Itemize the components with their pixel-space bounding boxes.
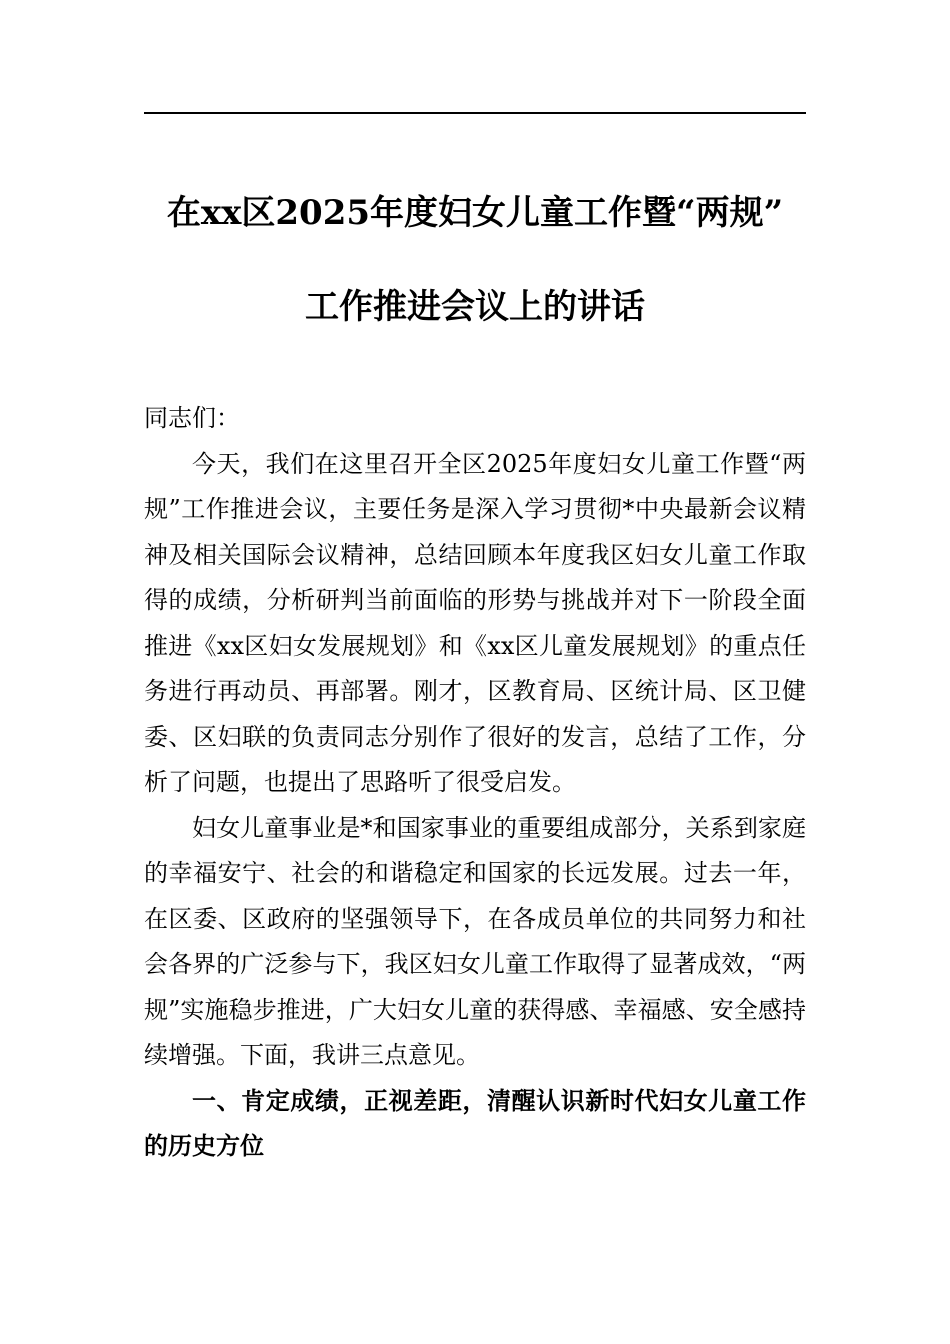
header-rule — [144, 112, 806, 114]
salutation: 同志们： — [144, 404, 240, 432]
section-heading-1: 一、肯定成绩，正视差距，清醒认识新时代妇女儿童工作的历史方位 — [144, 1086, 806, 1160]
title-line-1: 在xx区2025年度妇女儿童工作暨“两规” — [166, 193, 784, 233]
paragraph-2: 妇女儿童事业是*和国家事业的重要组成部分，关系到家庭的幸福安宁、社会的和谐稳定和国家的长远发展。过去一年，在区委、区政府的坚强领导下，在各成员单位的共同努力和社会各界的广泛参与下，我区妇女儿童工作取得了显著成效，“两规”实施稳步推进，广大妇女儿童的获得感、幸福感、安全感持续增强。下面，我讲三点意见。 — [144, 813, 806, 1069]
document-title — [144, 166, 806, 354]
paragraph-1: 今天，我们在这里召开全区2025年度妇女儿童工作暨“两规”工作推进会议，主要任务是深入学习贯彻*中央最新会议精神及相关国际会议精神，总结回顾本年度我区妇女儿童工作取得的成绩，分析研判当前面临的形势与挑战并对下一阶段全面推进《xx区妇女发展规划》和《xx区儿童发展规划》的重点任务进行再动员、再部署。刚才，区教育局、区统计局、区卫健委、区妇联的负责同志分别作了很好的发言，总结了工作，分析了问题，也提出了思路听了很受启发。 — [144, 449, 806, 796]
title-line-2: 工作推进会议上的讲话 — [305, 287, 645, 327]
document-body — [144, 396, 806, 1170]
